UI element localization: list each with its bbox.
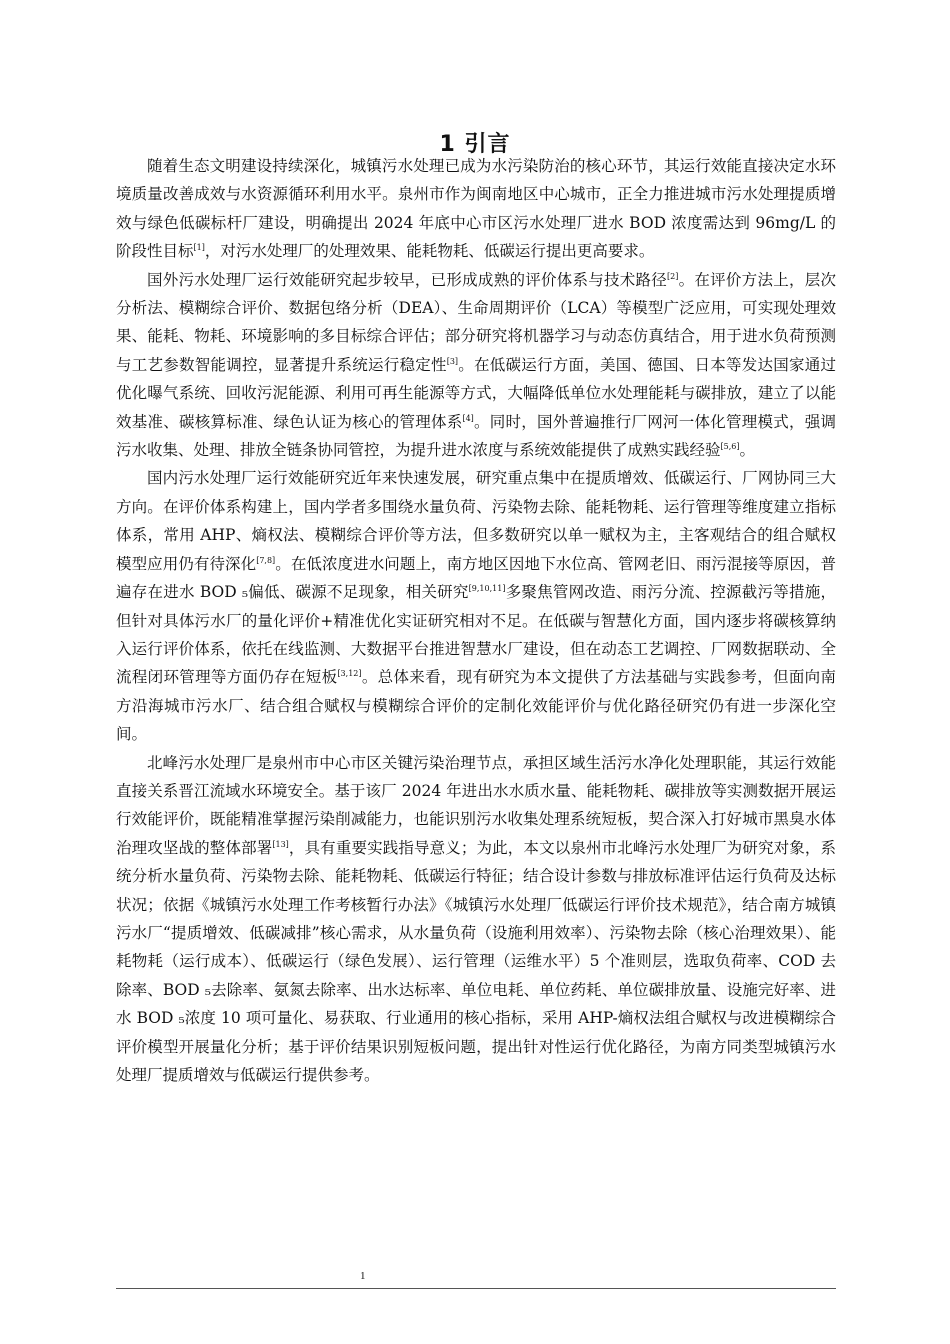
citation-ref: [4] [462, 413, 474, 423]
body-text [116, 152, 836, 1089]
paragraph-text: 。在评价方法上，层次分析法、模糊综合评价、数据包络分析（DEA）、生命周期评价（LCA）等模型广泛应用，可实现处理效果、能耗、物耗、环境影响的多目标综合评估；部分研究将机器学习与动态仿真结合，用于进水负荷预测与工艺参数智能调控，显著提升系统运行稳定性 [116, 270, 836, 374]
paragraph-3 [116, 464, 836, 748]
footer-rule [116, 1288, 836, 1289]
page-number: 1 [360, 1270, 366, 1282]
paragraph-text: 。同时，国外普遍推行厂网河一体化管理模式，强调污水收集、处理、排放全链条协同管控，为提升进水浓度与系统效能提供了成熟实践经验 [116, 412, 836, 460]
paragraph-text: 随着生态文明建设持续深化，城镇污水处理已成为水污染防治的核心环节，其运行效能直接决定水环境质量改善成效与水资源循环利用水平。泉州市作为闽南地区中心城市，正全力推进城市污水处理提质增效与绿色低碳标杆厂建设，明确提出 2024 年底中心市区污水处理厂进水 BOD 浓度需达到 96mg/L 的阶段性目标 [116, 157, 836, 261]
citation-ref: [3,12] [337, 669, 362, 679]
citation-ref: [3] [446, 356, 459, 366]
paragraph-2 [116, 266, 836, 465]
paragraph-text: ，对污水处理厂的处理效果、能耗物耗、低碳运行提出更高要求。 [204, 242, 655, 261]
paragraph-text: 。在低浓度进水问题上，南方地区因地下水位高、管网老旧、雨污混接等原因，普遍存在进水 BOD ₅偏低、碳源不足现象，相关研究 [116, 554, 836, 602]
paragraph-text: 多聚焦管网改造、雨污分流、控源截污等措施，但针对具体污水厂的量化评价+精准优化实证研究相对不足。在低碳与智慧化方面，国内逐步将碳核算纳入运行评价体系，依托在线监测、大数据平台推进智慧水厂建设，但在动态工艺调控、厂网数据联动、全流程闭环管理等方面仍存在短板 [116, 583, 836, 687]
paragraph-text: ，具有重要实践指导意义；为此，本文以泉州市北峰污水处理厂为研究对象，系统分析水量负荷、污染物去除、能耗物耗、低碳运行特征；结合设计参数与排放标准评估运行负荷及达标状况；依据《城镇污水处理工作考核暂行办法》《城镇污水处理厂低碳运行评价技术规范》，结合南方城镇污水厂“提质增效、低碳减排”核心需求，从水量负荷（设施利用效率）、污染物去除（核心治理效果）、能耗物耗（运行成本）、低碳运行（绿色发展）、运行管理（运维水平）5 个准则层，选取负荷率、COD 去除率、BOD ₅去除率、氨氮去除率、出水达标率、单位电耗、单位药耗、单位碳排放量、设施完好率、进水 BOD ₅浓度 10 项可量化、易获取、行业通用的核心指标，采用 AHP-熵权法组合赋权与改进模糊综合评价模型开展量化分析；基于评价结果识别短板问题，提出针对性运行优化路径，为南方同类型城镇污水处理厂提质增效与低碳运行提供参考。 [116, 838, 836, 1084]
citation-ref: [5,6] [720, 441, 740, 451]
paragraph-text: 北峰污水处理厂是泉州市中心市区关键污染治理节点，承担区域生活污水净化处理职能，其运行效能直接关系晋江流域水环境安全。基于该厂 2024 年进出水水质水量、能耗物耗、碳排放等实测数据开展运行效能评价，既能精准掌握污染削减能力，也能识别污水收集处理系统短板，契合深入打好城市黑臭水体治理攻坚战的整体部署 [116, 753, 836, 857]
citation-ref: [7,8] [256, 555, 276, 565]
paragraph-text: 国外污水处理厂运行效能研究起步较早，已形成成熟的评价体系与技术路径 [147, 270, 668, 289]
citation-ref: [9,10,11] [468, 583, 506, 593]
paragraph-text: 国内污水处理厂运行效能研究近年来快速发展，研究重点集中在提质增效、低碳运行、厂网协同三大方向。在评价体系构建上，国内学者多围绕水量负荷、污染物去除、能耗物耗、运行管理等维度建立指标体系，常用 AHP、熵权法、模糊综合评价等方法，但多数研究以单一赋权为主，主客观结合的组合赋权模型应用仍有待深化 [116, 469, 836, 573]
paragraph-text: 。总体来看，现有研究为本文提供了方法基础与实践参考，但面向南方沿海城市污水厂、结合组合赋权与模糊综合评价的定制化效能评价与优化路径研究仍有进一步深化空间。 [116, 668, 836, 744]
citation-ref: [1] [193, 243, 205, 253]
citation-ref: [2] [667, 271, 679, 281]
paragraph-text: 。在低碳运行方面，美国、德国、日本等发达国家通过优化曝气系统、回收污泥能源、利用可再生能源等方式，大幅降低单位水处理能耗与碳排放，建立了以能效基准、碳核算标准、绿色认证为核心的管理体系 [116, 355, 836, 431]
section-title: 1 引言 [439, 131, 511, 157]
citation-ref: [13] [272, 839, 289, 849]
paragraph-text: 。 [739, 441, 755, 460]
paragraph-4 [116, 749, 836, 1090]
paragraph-1 [116, 152, 836, 266]
